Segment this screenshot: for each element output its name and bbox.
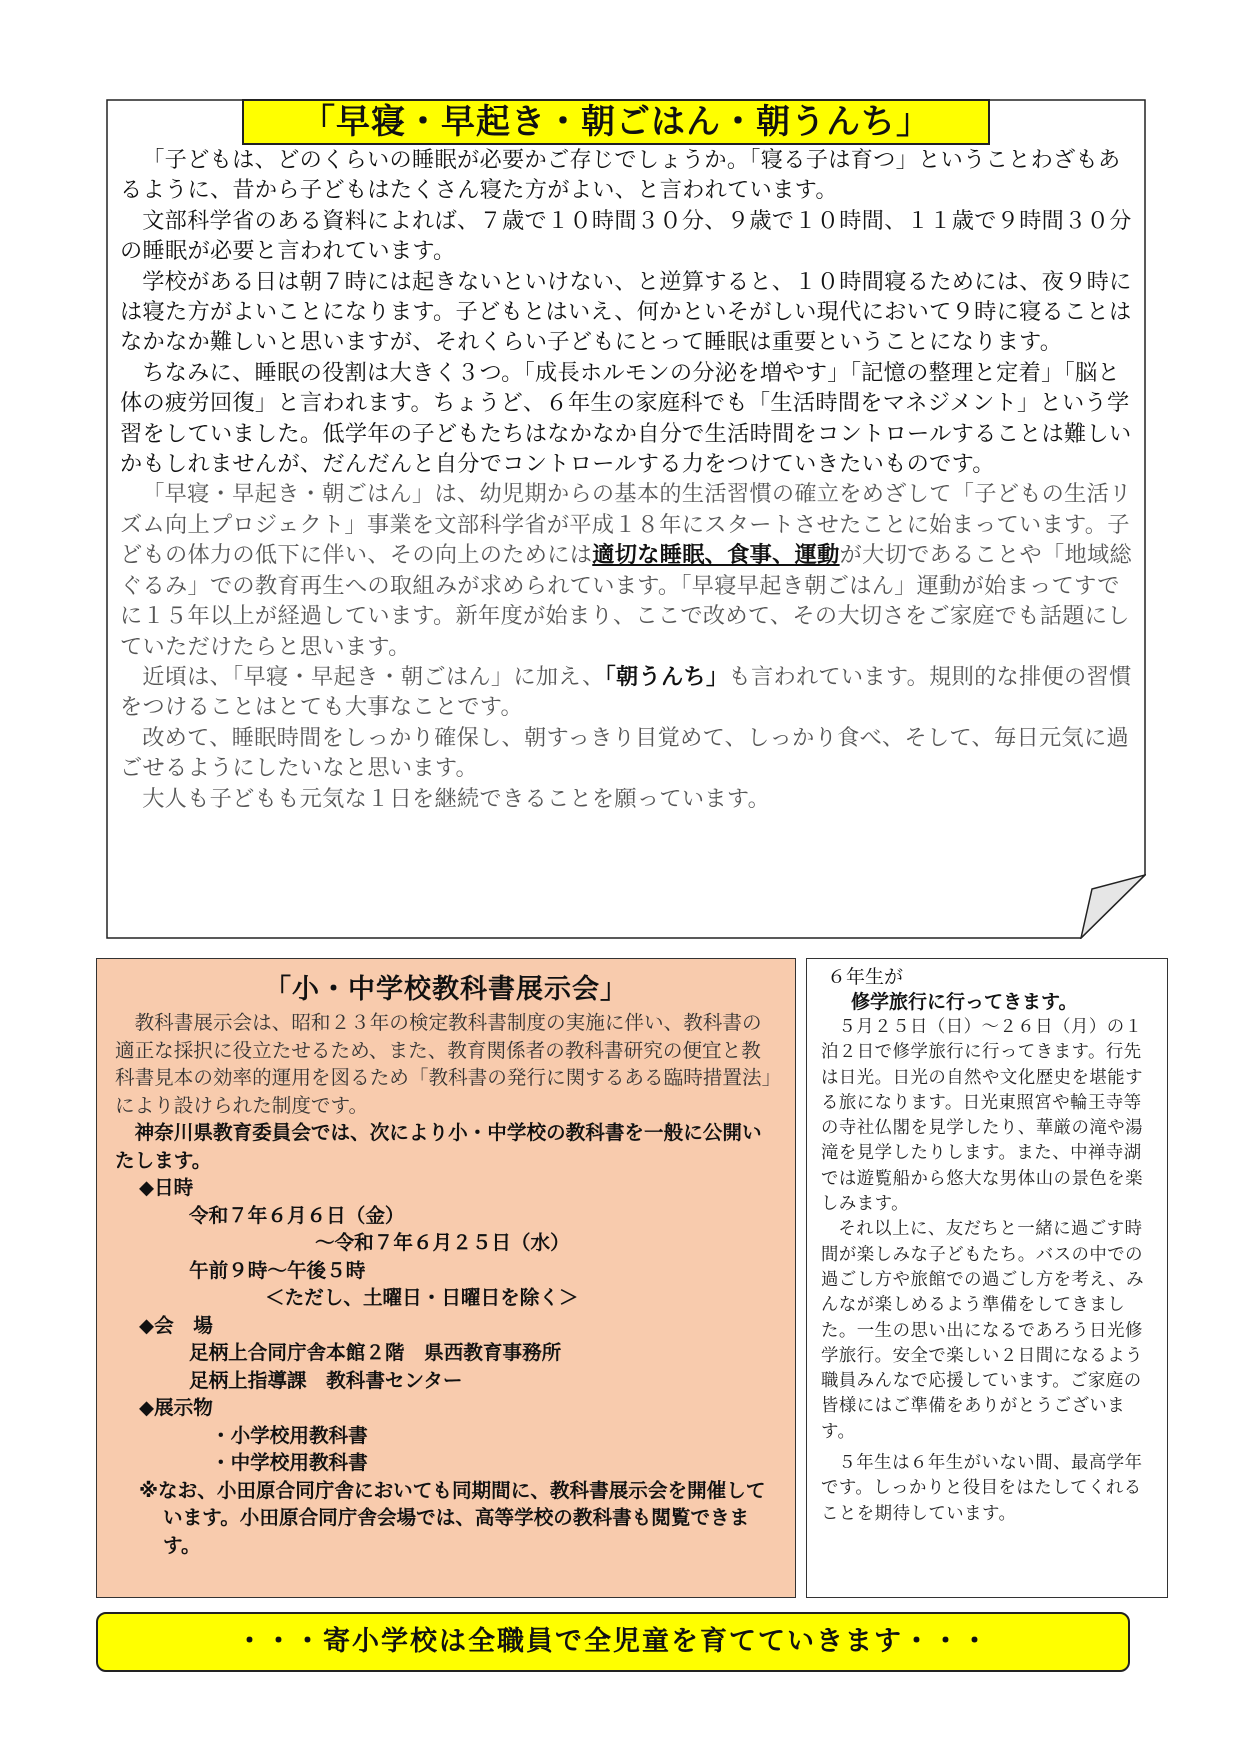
article-text: も言われています。規則的な排便の習慣をつけることはとても大事なことです。: [120, 663, 1132, 721]
closed-days: ＜ただし、土曜日・日曜日を除く＞: [265, 1286, 579, 1309]
trip-heading: [821, 965, 1153, 1015]
trip-body: [821, 1015, 1153, 1527]
article-bold-text: 「朝うんち」: [604, 663, 729, 690]
article-paragraph: [120, 662, 1134, 723]
article-paragraph: 改めて、睡眠時間をしっかり確保し、朝すっきり目覚めて、しっかり食べ、そして、毎日元気に過ごせるようにしたいなと思います。: [120, 724, 1129, 782]
footer-banner: ・・・寄小学校は全職員で全児童を育てていきます・・・: [96, 1612, 1130, 1672]
venue-label: ◆会 場: [139, 1313, 213, 1337]
trip-paragraph: それ以上に、友だちと一緒に過ごす時間が楽しみな子どもたち。バスの中での過ごし方や旅館での過ごし方を考え、みんなが楽しめるよう準備をしてきました。一生の思い出になるであろう日光修学旅行。安全で楽しい２日間になるよう職員みんなで応援しています。ご家庭の皆様にはご準備をありがとうございます。: [821, 1219, 1145, 1442]
exhibition-announcement: 神奈川県教育委員会では、次により小・中学校の教科書を一般に公開いたします。: [115, 1121, 762, 1172]
items-label: ◆展示物: [139, 1396, 213, 1419]
article-paragraph: ちなみに、睡眠の役割は大きく３つ。「成長ホルモンの分泌を増やす」「記憶の整理と定着」「脳と体の疲労回復」と言われます。ちょうど、６年生の家庭科でも「生活時間をマネジメント」という学習をしていました。低学年の子どもたちはなかなか自分で生活時間をコントロールすることは難しいかもしれませんが、だんだんと自分でコントロールする力をつけていきたいものです。: [120, 359, 1132, 478]
exhibition-intro: 教科書展示会は、昭和２３年の検定教科書制度の実施に伴い、教科書の適正な採択に役立たせるため、また、教育関係者の教科書研究の便宜と教科書見本の効率的運用を図るため「教科書の発行に関するある臨時措置法」により設けられた制度です。: [115, 1011, 772, 1117]
trip-paragraph: ５月２５日（日）～２６日（月）の１泊２日で修学旅行に行ってきます。行先は日光。日光の自然や文化歴史を堪能する旅になります。日光東照宮や輪王寺等の寺社仏閣を見学したり、華厳の滝や湯滝を見学したりします。また、中禅寺湖では遊覧船から悠大な男体山の景色を楽しみます。: [821, 1017, 1144, 1215]
article-paragraph: 学校がある日は朝７時には起きないといけない、と逆算すると、１０時間寝るためには、夜９時には寝た方がよいことになります。子どもとはいえ、何かといそがしい現代において９時に寝ることはなかなか難しいと思いますが、それくらい子どもにとって睡眠は重要ということになります。: [120, 268, 1132, 356]
exhibition-body: [115, 1009, 777, 1559]
venue-line: 足柄上指導課 教科書センター: [189, 1368, 463, 1392]
article-paragraph: 大人も子どもも元気な１日を継続できることを願っています。: [142, 785, 771, 812]
venue-line: 足柄上合同庁舎本館２階 県西教育事務所: [189, 1341, 562, 1364]
article-title: 「早寝・早起き・朝ごはん・朝うんち」: [242, 99, 990, 145]
article-text: 「早寝・早起き・朝ごはん」は、幼児期からの基本的生活習慣の確立をめざして「子どもの生活リズム向上プロジェクト」事業を文部科学省が平成１８年にスタートさせたことに始まっています。子どもの体力の低下に伴い、その向上のためには: [120, 481, 1132, 569]
exhibit-item: ・中学校用教科書: [211, 1451, 368, 1474]
trip-heading-line: ６年生が: [827, 966, 904, 988]
article-paragraph: 「子どもは、どのくらいの睡眠が必要かご存じでしょうか。「寝る子は育つ」ということわざもあるように、昔から子どもはたくさん寝た方がよい、と言われています。: [120, 147, 1121, 204]
exhibit-item: ・小学校用教科書: [211, 1423, 368, 1447]
exhibition-title: 「小・中学校教科書展示会」: [264, 974, 628, 1005]
school-trip-box: [806, 958, 1168, 1598]
article-text: 近頃は、「早寝・早起き・朝ごはん」に加え、: [142, 663, 605, 690]
trip-heading-line: 修学旅行に行ってきます。: [851, 991, 1078, 1013]
date-end: ～令和７年６月２５日（水）: [315, 1231, 570, 1254]
opening-hours: 午前９時～午後５時: [189, 1258, 366, 1282]
date-start: 令和７年６月６日（金）: [189, 1203, 405, 1227]
article-paragraph: [120, 479, 1134, 661]
article-paragraph: 文部科学省のある資料によれば、７歳で１０時間３０分、９歳で１０時間、１１歳で９時間３０分の睡眠が必要と言われています。: [120, 207, 1132, 265]
article-box: [106, 99, 1146, 939]
exhibition-box: [96, 958, 796, 1598]
date-label: ◆日時: [139, 1176, 194, 1199]
article-body: [120, 145, 1134, 814]
trip-paragraph: ５年生は６年生がいない間、最高学年です。しっかりと役目をはたしてくれることを期待しています。: [821, 1453, 1143, 1524]
article-underlined-text: 適切な睡眠、食事、運動: [592, 542, 840, 569]
article-text: が大切であることや「地域総ぐるみ」での教育再生への取組みが求められています。「早寝早起き朝ごはん」運動が始まってすでに１５年以上が経過しています。新年度が始まり、ここで改めて、その大切さをご家庭でも話題にしていただけたらと思います。: [120, 542, 1132, 660]
exhibition-note: ※なお、小田原合同庁舎においても同期間に、教科書展示会を開催しています。小田原合同庁舎会場では、高等学校の教科書も閲覧できます。: [139, 1478, 766, 1557]
